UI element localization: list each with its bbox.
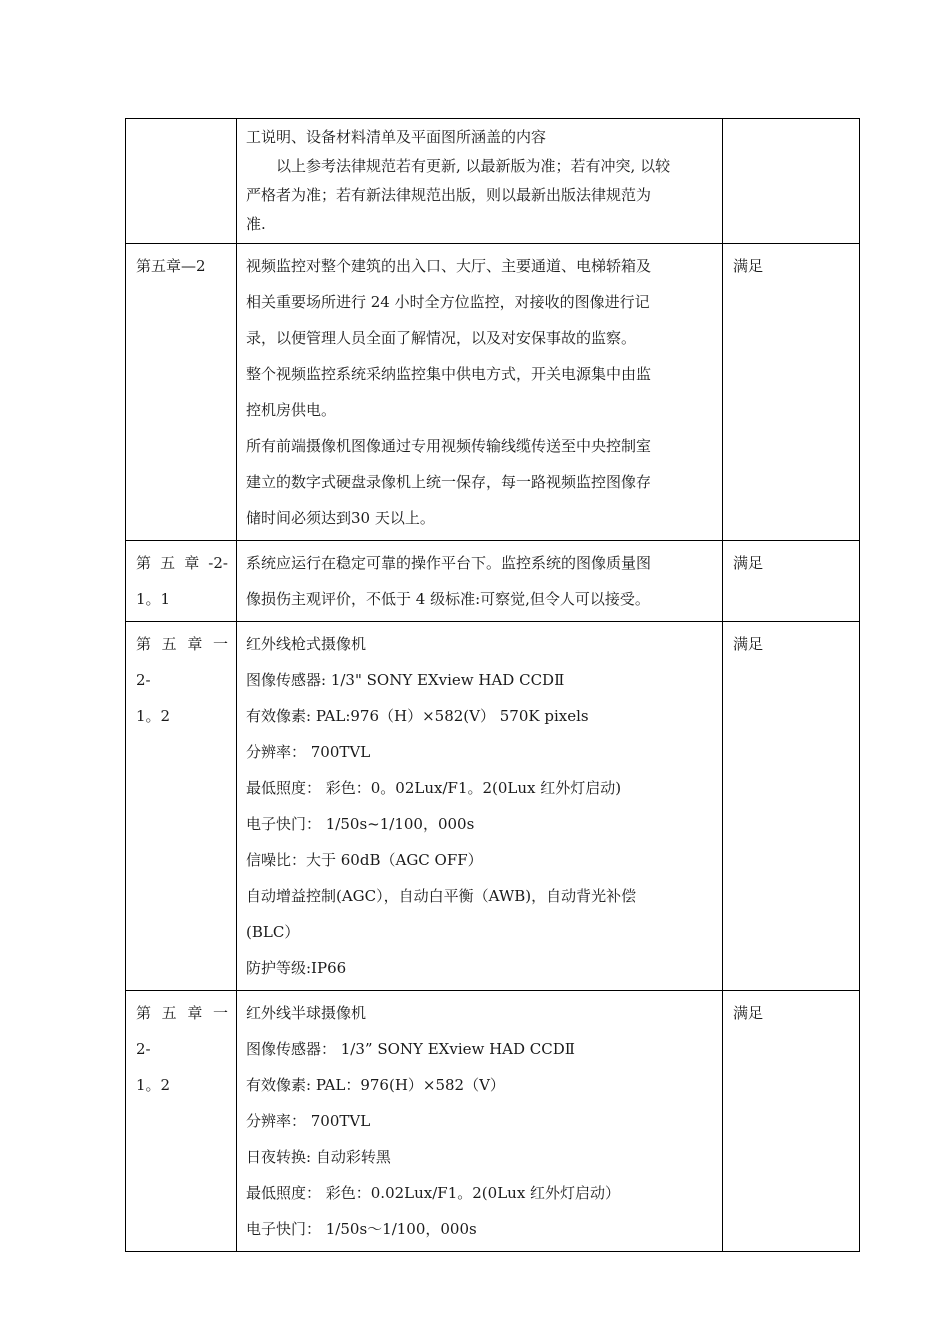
content-line: 分辨率： 700TVL xyxy=(246,1112,371,1130)
content-line: 图像传感器: 1/3" SONY EXview HAD CCDⅡ xyxy=(246,671,565,689)
content-line: 系统应运行在稳定可靠的操作平台下。监控系统的图像质量图 xyxy=(246,554,652,572)
content-line: 准. xyxy=(246,215,266,233)
section-label: 1。2 xyxy=(136,707,171,725)
result-cell xyxy=(723,119,860,244)
content-cell xyxy=(237,244,723,541)
content-cell xyxy=(237,991,723,1252)
content-line: (BLC） xyxy=(246,923,300,941)
content-line: 视频监控对整个建筑的出入口、大厅、主要通道、电梯轿箱及 xyxy=(246,257,652,275)
table-row xyxy=(126,541,860,622)
content-line: 图像传感器： 1/3” SONY EXview HAD CCDⅡ xyxy=(246,1040,575,1058)
section-label: 第 五 章 一 2- xyxy=(136,635,228,689)
content-line: 储时间必须达到30 天以上。 xyxy=(246,509,435,527)
table-row xyxy=(126,119,860,244)
content-line: 最低照度： 彩色：0.02Lux/F1。2(0Lux 红外灯启动） xyxy=(246,1184,621,1202)
section-label: 1。2 xyxy=(136,1076,171,1094)
content-line: 电子快门： 1/50s~1/100，000s xyxy=(246,815,475,833)
content-line: 工说明、设备材料清单及平面图所涵盖的内容 xyxy=(246,128,547,146)
content-cell xyxy=(237,622,723,991)
section-cell xyxy=(126,244,237,541)
section-cell xyxy=(126,541,237,622)
content-line: 日夜转换: 自动彩转黑 xyxy=(246,1148,391,1166)
content-line: 相关重要场所进行 24 小时全方位监控，对接收的图像进行记 xyxy=(246,293,650,311)
content-line: 录，以便管理人员全面了解情况，以及对安保事故的监察。 xyxy=(246,329,637,347)
section-label: 1。1 xyxy=(136,590,171,608)
content-line: 有效像素: PAL:976（H）×582(V） 570K pixels xyxy=(246,707,589,725)
table-row xyxy=(126,991,860,1252)
content-line: 有效像素: PAL：976(H）×582（V） xyxy=(246,1076,505,1094)
content-line: 严格者为准；若有新法律规范出版，则以最新出版法律规范为 xyxy=(246,186,652,204)
section-cell xyxy=(126,119,237,244)
content-line: 电子快门： 1/50s～1/100，000s xyxy=(246,1220,477,1238)
content-line: 所有前端摄像机图像通过专用视频传输线缆传送至中央控制室 xyxy=(246,437,652,455)
section-label: 第五章—2 xyxy=(136,257,206,275)
content-line: 以上参考法律规范若有更新, 以最新版为准；若有冲突, 以较 xyxy=(276,157,671,175)
content-line: 自动增益控制(AGC），自动白平衡（AWB)，自动背光补偿 xyxy=(246,887,637,905)
table-row xyxy=(126,244,860,541)
section-cell xyxy=(126,991,237,1252)
section-label: 第 五 章 一 2- xyxy=(136,1004,228,1058)
result-cell: 满足 xyxy=(723,541,860,622)
content-line: 整个视频监控系统采纳监控集中供电方式，开关电源集中由监 xyxy=(246,365,652,383)
result-cell: 满足 xyxy=(723,991,860,1252)
content-line: 建立的数字式硬盘录像机上统一保存，每一路视频监控图像存 xyxy=(246,473,652,491)
content-line: 最低照度： 彩色：0。02Lux/F1。2(0Lux 红外灯启动) xyxy=(246,779,622,797)
section-label: 第 五 章 -2- xyxy=(136,554,228,572)
result-cell: 满足 xyxy=(723,622,860,991)
content-line: 信噪比：大于 60dB（AGC OFF） xyxy=(246,851,483,869)
compliance-table xyxy=(125,118,860,1252)
result-cell: 满足 xyxy=(723,244,860,541)
content-line: 控机房供电。 xyxy=(246,401,337,419)
content-line: 像损伤主观评价，不低于 4 级标准:可察觉,但令人可以接受。 xyxy=(246,590,650,608)
content-line: 防护等级:IP66 xyxy=(246,959,347,977)
content-cell xyxy=(237,541,723,622)
table-row xyxy=(126,622,860,991)
content-line: 分辨率： 700TVL xyxy=(246,743,371,761)
content-line: 红外线枪式摄像机 xyxy=(246,635,367,653)
section-cell xyxy=(126,622,237,991)
content-line: 红外线半球摄像机 xyxy=(246,1004,367,1022)
content-cell xyxy=(237,119,723,244)
